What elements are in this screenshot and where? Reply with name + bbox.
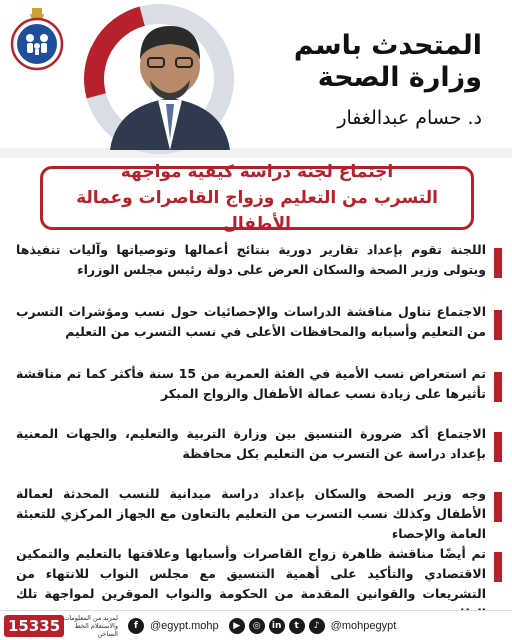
bullet-item bbox=[10, 484, 502, 544]
bullet-marker bbox=[494, 372, 502, 402]
ministry-logo bbox=[8, 8, 66, 72]
title-line-1: المتحدث باسم bbox=[293, 30, 482, 61]
bullet-text: تم استعراض نسب الأمية في الفئة العمرية من 15 سنة فأكثر كما تم مناقشة تأثيرها على زيادة نسب عمالة الأطفال والزواج المبكر bbox=[16, 366, 486, 401]
youtube-icon[interactable]: ▶ bbox=[229, 618, 245, 634]
instagram-icon[interactable]: ◎ bbox=[249, 618, 265, 634]
hotline-label: لمزيد من المعلومات والاستعلام الخط الساخن bbox=[63, 614, 118, 638]
hotline-number[interactable]: 15335 bbox=[4, 615, 64, 637]
facebook-icon[interactable]: f bbox=[128, 618, 144, 634]
bullet-item bbox=[10, 424, 502, 464]
title-line-2: وزارة الصحة bbox=[317, 62, 482, 93]
bullet-item bbox=[10, 240, 502, 280]
bullet-marker bbox=[494, 492, 502, 522]
social-handle-left[interactable]: @egypt.mohp bbox=[150, 620, 219, 632]
bullet-item bbox=[10, 302, 502, 342]
bullet-marker bbox=[494, 248, 502, 278]
bullet-text: الاجتماع أكد ضرورة التنسيق بين وزارة التربية والتعليم، والجهات المعنية بإعداد دراسة عن التسرب من التعليم بكل محافظة bbox=[16, 426, 486, 461]
bullet-text: اللجنة تقوم بإعداد تقارير دورية بنتائج أعمالها وتوصياتها وآليات تنفيذها ويتولى وزير الصحة والسكان العرض على دولة رئيس مجلس الوزراء bbox=[16, 242, 486, 277]
header-divider bbox=[0, 148, 512, 158]
social-links bbox=[128, 617, 402, 635]
bullet-marker bbox=[494, 432, 502, 462]
title-block bbox=[252, 30, 482, 130]
header bbox=[0, 0, 512, 158]
twitter-icon[interactable]: t bbox=[289, 618, 305, 634]
bullet-text: تم أيضًا مناقشة ظاهرة زواج القاصرات وأسبابها وعلاقتها بالتعليم والتمكين الاقتصادي والتأكيد على أهمية التنسيق مع مجلس النواب للانتهاء من التشريعات والقوانين المقدمة من الحكومة والنواب الموقرين لمواجهة تلك bbox=[16, 546, 486, 601]
spokesperson-name: د. حسام عبدالغفار bbox=[337, 107, 482, 129]
social-handle-right[interactable]: @mohpegypt bbox=[330, 620, 397, 632]
bullet-text: الاجتماع تناول مناقشة الدراسات والإحصائيات حول نسب ومؤشرات التسرب من التعليم وأسبابه والمحافظات الأعلى في نسب التسرب من التعليم bbox=[16, 304, 486, 339]
spokesperson-photo bbox=[104, 10, 234, 150]
headline-box bbox=[40, 162, 474, 234]
bullet-marker bbox=[494, 552, 502, 582]
linkedin-icon[interactable]: in bbox=[269, 618, 285, 634]
headline-line-1: اجتماع لجنة دراسة كيفية مواجهة bbox=[120, 162, 394, 182]
tiktok-icon[interactable]: ♪ bbox=[309, 618, 325, 634]
footer bbox=[0, 610, 512, 640]
bullet-marker bbox=[494, 310, 502, 340]
bullet-text: وجه وزير الصحة والسكان بإعداد دراسة ميدانية للنسب المحدثة لعمالة الأطفال وكذلك نسب التسرب من التعليم بالتعاون مع الجهاز المركزي للتعبئة العامة والإحصاء bbox=[16, 486, 486, 541]
bullet-item bbox=[10, 364, 502, 404]
headline-line-2: التسرب من التعليم وزواج القاصرات وعمالة الأطفال bbox=[76, 188, 438, 234]
